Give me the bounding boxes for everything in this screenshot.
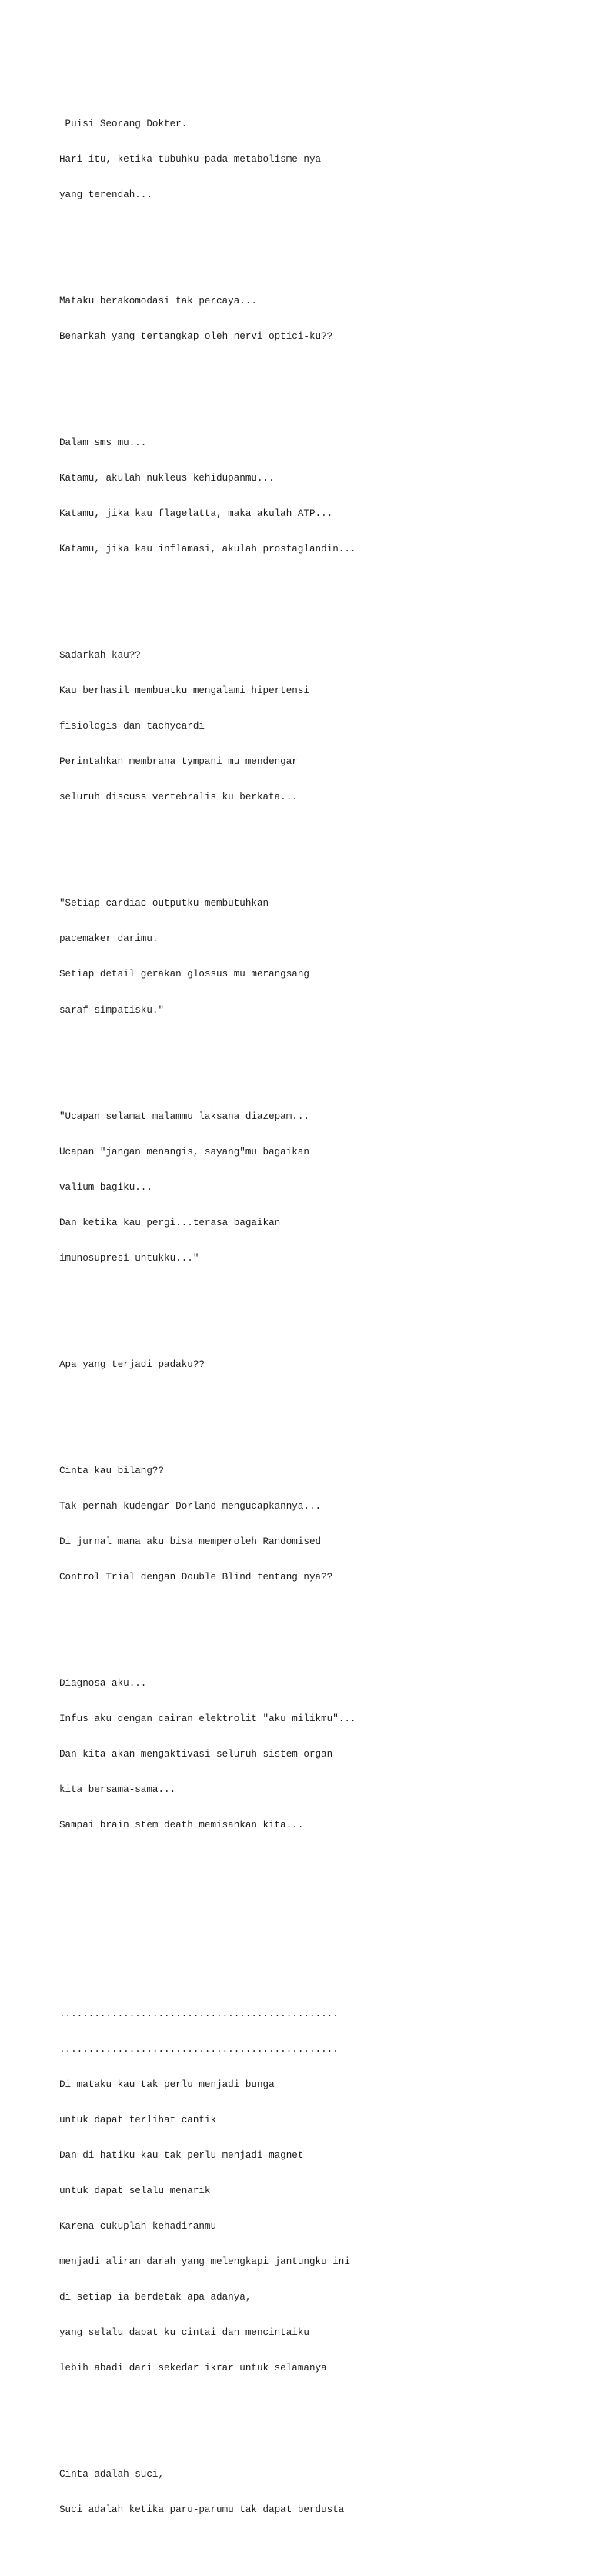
text-line: Cinta kau bilang?? — [59, 1465, 165, 1476]
stanza — [59, 627, 583, 828]
stanza — [59, 1985, 583, 2398]
text-line: Katamu, akulah nukleus kehidupanmu... — [59, 473, 275, 484]
text-line: seluruh discuss vertebralis ku berkata... — [59, 792, 298, 803]
stanza — [59, 1654, 583, 1855]
stanza — [59, 1442, 583, 1607]
poem-text — [59, 59, 583, 2576]
stanza — [59, 414, 583, 579]
text-line: yang terendah... — [59, 189, 152, 200]
text-line: lebih abadi dari sekedar ikrar untuk selamanya — [59, 2363, 327, 2374]
dotted-separator: ................................................ — [59, 2008, 339, 2019]
text-line: imunosupresi untukku..." — [59, 1252, 199, 1264]
text-line: Ucapan "jangan menangis, sayang"mu bagaikan — [59, 1146, 309, 1157]
text-line: fisiologis dan tachycardi — [59, 721, 205, 732]
text-line: Suci adalah ketika paru-parumu tak dapat berdusta — [59, 2504, 345, 2516]
text-line: Control Trial dengan Double Blind tentang nya?? — [59, 1572, 333, 1583]
text-line: Karena cukuplah kehadiranmu — [59, 2221, 217, 2233]
text-line: Dan ketika kau pergi...terasa bagaikan — [59, 1217, 281, 1228]
stanza-title — [59, 95, 583, 225]
text-line: Katamu, jika kau inflamasi, akulah prostaglandin... — [59, 544, 356, 555]
stanza — [59, 1087, 583, 1288]
stanza — [59, 1335, 583, 1395]
stanza — [59, 875, 583, 1040]
text-line: kita bersama-sama... — [59, 1784, 176, 1796]
text-line: Apa yang terjadi padaku?? — [59, 1358, 205, 1370]
text-line: Hari itu, ketika tubuhku pada metabolisme nya — [59, 153, 322, 165]
text-line: Perintahkan membrana tympani mu mendengar — [59, 756, 298, 768]
stanza — [59, 2446, 583, 2541]
text-line: Dalam sms mu... — [59, 437, 147, 448]
text-line: Benarkah yang tertangkap oleh nervi optici-ku?? — [59, 330, 333, 342]
text-line: Katamu, jika kau flagelatta, maka akulah ATP... — [59, 508, 333, 520]
text-line: menjadi aliran darah yang melengkapi jantungku ini — [59, 2256, 350, 2268]
text-line: Tak pernah kudengar Dorland mengucapkannya... — [59, 1500, 322, 1512]
text-line: Kau berhasil membuatku mengalami hipertensi — [59, 685, 309, 697]
text-line: valium bagiku... — [59, 1181, 152, 1193]
text-line: "Setiap cardiac outputku membutuhkan — [59, 898, 269, 909]
text-line: Cinta adalah suci, — [59, 2469, 165, 2481]
text-line: Sadarkah kau?? — [59, 650, 141, 662]
stanza — [59, 272, 583, 367]
text-line: untuk dapat selalu menarik — [59, 2186, 211, 2197]
poem-title: Puisi Seorang Dokter. — [59, 118, 188, 129]
dotted-separator: ................................................ — [59, 2044, 339, 2055]
text-line: Infus aku dengan cairan elektrolit "aku milikmu"... — [59, 1713, 356, 1725]
text-line: Setiap detail gerakan glossus mu merangsang — [59, 969, 309, 980]
text-line: Dan di hatiku kau tak perlu menjadi magnet — [59, 2150, 304, 2162]
text-line: saraf simpatisku." — [59, 1004, 165, 1016]
text-line: Di mataku kau tak perlu menjadi bunga — [59, 2079, 275, 2091]
text-line: yang selalu dapat ku cintai dan mencintaiku — [59, 2327, 309, 2339]
text-line: Sampai brain stem death memisahkan kita... — [59, 1820, 304, 1831]
text-line: "Ucapan selamat malammu laksana diazepam... — [59, 1110, 309, 1122]
section-spacer — [59, 1891, 583, 1949]
text-line: Diagnosa aku... — [59, 1678, 147, 1690]
text-line: Dan kita akan mengaktivasi seluruh sistem organ — [59, 1749, 333, 1760]
text-line: Mataku berakomodasi tak percaya... — [59, 295, 257, 307]
text-line: pacemaker darimu. — [59, 933, 159, 945]
text-line: di setiap ia berdetak apa adanya, — [59, 2292, 252, 2303]
text-line: untuk dapat terlihat cantik — [59, 2115, 217, 2126]
text-line: Di jurnal mana aku bisa memperoleh Randomised — [59, 1536, 322, 1547]
